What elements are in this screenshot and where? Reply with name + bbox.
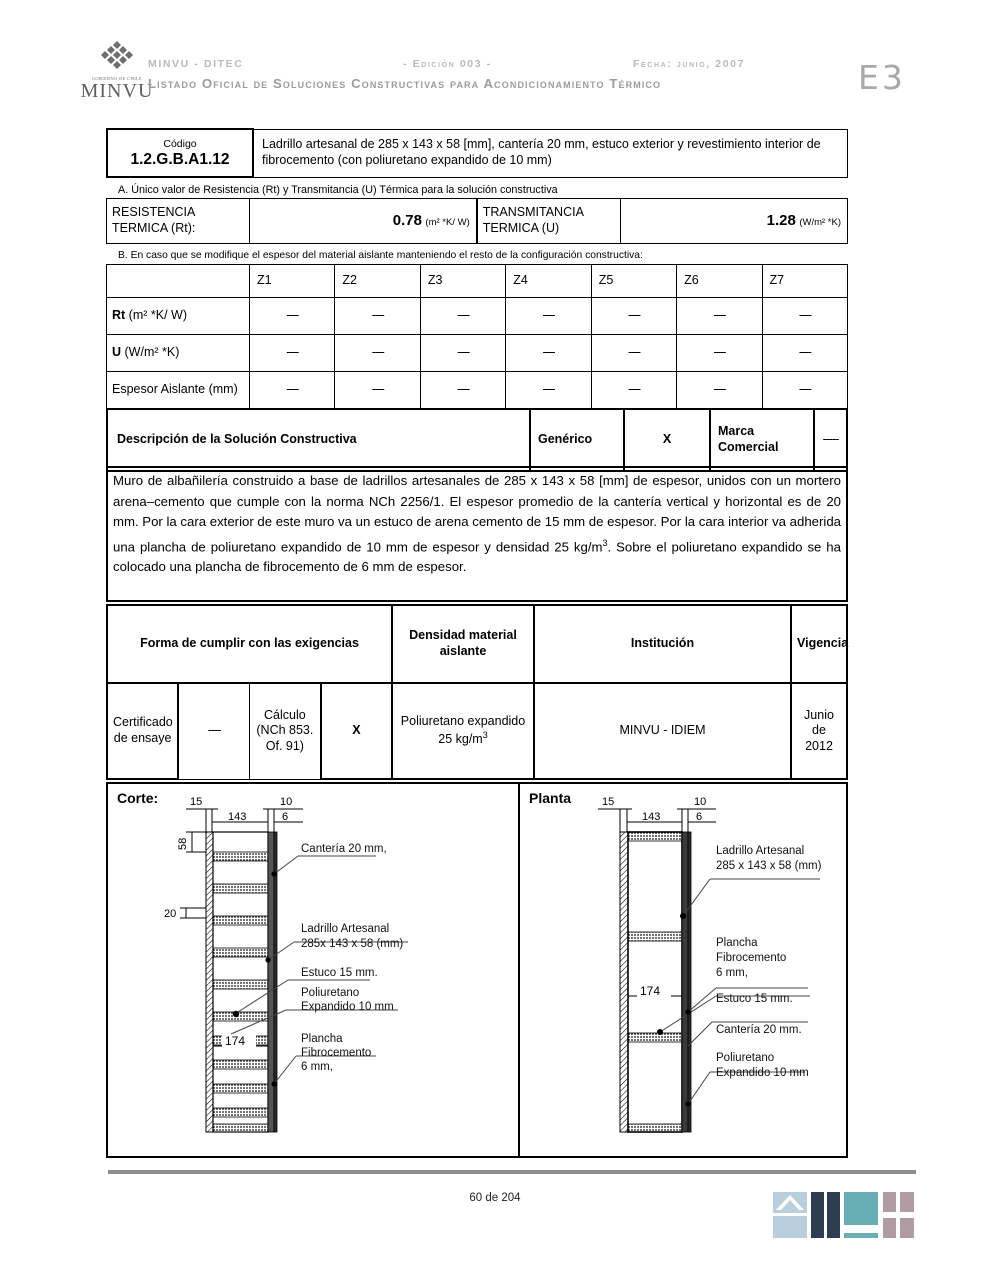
planta-label-estuco: Estuco 15 mm. bbox=[716, 993, 793, 1005]
planta-label-poli-l1: Poliuretano bbox=[716, 1052, 775, 1064]
planta-leader-dot bbox=[685, 1009, 690, 1014]
section-a-table bbox=[106, 198, 848, 244]
zone-header: Z6 bbox=[677, 265, 762, 298]
planta-label-plancha-l1: Plancha bbox=[716, 937, 758, 949]
descripcion-superscript: 3 bbox=[602, 537, 608, 548]
planta-dim-ladrillo: 143 bbox=[642, 811, 661, 823]
zone-header: Z3 bbox=[420, 265, 505, 298]
u-unit: (W/m² *K) bbox=[121, 345, 180, 360]
table-header-row bbox=[107, 265, 848, 298]
data-cell: ---- bbox=[677, 372, 762, 409]
table-header-row bbox=[107, 605, 847, 683]
planta-dim-fibrocemento: 6 bbox=[696, 811, 703, 823]
planta-label-poli-l2: Expandido 10 mm bbox=[716, 1067, 809, 1079]
transmitancia-unit: (W/m² *K) bbox=[799, 216, 841, 228]
row-label-u bbox=[107, 335, 250, 372]
data-cell: ---- bbox=[591, 298, 676, 335]
data-cell: ---- bbox=[250, 335, 335, 372]
page-number: 60 de 204 bbox=[469, 1192, 521, 1204]
corte-label-ladrillo-l1: Ladrillo Artesanal bbox=[301, 923, 390, 935]
corte-label-poli-l1: Poliuretano bbox=[301, 987, 360, 999]
header-densidad: Densidad material aislante bbox=[392, 605, 534, 683]
header-forma-cumplir: Forma de cumplir con las exigencias bbox=[107, 605, 392, 683]
data-cell: ---- bbox=[335, 298, 420, 335]
descripcion-body-tail: . Sobre el poliuretano expandido se ha colocado una plancha de fibrocemento de 6 mm de espesor. bbox=[113, 538, 841, 575]
corte-label-estuco: Estuco 15 mm. bbox=[301, 967, 378, 979]
data-cell: ---- bbox=[762, 335, 847, 372]
planta-leader-dot bbox=[680, 913, 686, 919]
corte-leader-dot bbox=[271, 871, 276, 876]
marca-comercial-label: Marca Comercial bbox=[710, 409, 814, 471]
data-cell: ---- bbox=[506, 372, 591, 409]
table-row bbox=[107, 783, 847, 1157]
densidad-superscript: 3 bbox=[482, 729, 488, 740]
codigo-table bbox=[106, 128, 848, 178]
descripcion-body-table bbox=[106, 466, 848, 602]
section-a-caption: A. Único valor de Resistencia (Rt) y Transmitancia (U) Térmica para la solución constructiva bbox=[118, 184, 558, 196]
corte-label-canteria: Cantería 20 mm, bbox=[301, 843, 387, 855]
drawings-table bbox=[106, 782, 848, 1158]
planta-label-canteria: Cantería 20 mm. bbox=[716, 1024, 802, 1036]
corte-dim-ladrillo: 143 bbox=[228, 811, 247, 823]
table-row bbox=[107, 467, 847, 601]
section-b-table bbox=[106, 264, 848, 409]
table-row bbox=[107, 683, 847, 779]
table-row bbox=[107, 199, 848, 244]
marca-comercial-mark: ----- bbox=[814, 409, 847, 471]
data-cell: ---- bbox=[762, 372, 847, 409]
codigo-cell bbox=[107, 129, 253, 177]
zone-header: Z4 bbox=[506, 265, 591, 298]
header-edition: - Edición 003 - bbox=[403, 58, 492, 70]
planta-dim-total: 174 bbox=[640, 984, 661, 998]
cumplimiento-table bbox=[106, 604, 848, 780]
u-symbol: U bbox=[112, 345, 122, 360]
data-cell: ---- bbox=[420, 298, 505, 335]
corte-dim-fibrocemento: 6 bbox=[282, 811, 289, 823]
vigencia-value: Junio de 2012 bbox=[791, 683, 847, 779]
corte-dim-total: 174 bbox=[225, 1034, 246, 1048]
descripcion-paragraph bbox=[113, 471, 841, 578]
transmitancia-label: TRANSMITANCIA TERMICA (U) bbox=[477, 199, 621, 244]
corte-drawing-cell bbox=[107, 783, 519, 1157]
resistencia-value-cell bbox=[250, 199, 477, 244]
generico-label: Genérico bbox=[530, 409, 624, 471]
corte-title: Corte: bbox=[117, 790, 159, 806]
header-dept: MINVU - DITEC bbox=[148, 58, 244, 70]
corte-label-ladrillo-l2: 285x 143 x 58 (mm) bbox=[301, 938, 404, 950]
corte-leader-dot bbox=[271, 1081, 276, 1086]
page-header bbox=[0, 0, 990, 115]
descripcion-title: Descripción de la Solución Constructiva bbox=[107, 409, 530, 471]
densidad-text: Poliuretano expandido 25 kg/m bbox=[400, 714, 526, 747]
transmitancia-value-cell bbox=[620, 199, 847, 244]
institucion-value: MINVU - IDIEM bbox=[534, 683, 791, 779]
descripcion-body-main: Muro de albañilería construido a base de ladrillos artesanales de 285 x 143 x 58 [mm] de espesor, unidos con un mortero arena–cemento que cumple con la norma NCh 2256/1. El espesor promedio de la cantería vertical y horizontal es de 20 mm. Por la cara exterior de este muro va un estuco de arena cemento de 15 mm de espesor. Por la cara interior va adherida una plancha de poliuretano expandido de 10 mm de espesor y densidad 25 kg/m bbox=[113, 473, 841, 554]
corte-label-plancha-l1: Plancha bbox=[301, 1033, 343, 1045]
data-cell: ---- bbox=[420, 335, 505, 372]
sheet-code: E3 bbox=[858, 58, 906, 97]
data-cell: ---- bbox=[335, 335, 420, 372]
header-meta-line bbox=[148, 58, 848, 72]
resistencia-label: RESISTENCIA TERMICA (Rt): bbox=[107, 199, 250, 244]
planta-label-ladrillo-l2: 285 x 143 x 58 (mm) bbox=[716, 860, 822, 872]
codigo-label: Código bbox=[163, 137, 197, 150]
footer-divider bbox=[108, 1170, 916, 1174]
planta-drawing bbox=[520, 784, 846, 1156]
table-row bbox=[107, 372, 848, 409]
codigo-description: Ladrillo artesanal de 285 x 143 x 58 [mm], cantería 20 mm, estuco exterior y revestimiento interior de fibrocemento (con poliuretano expandido de 10 mm) bbox=[253, 129, 848, 177]
corte-label-plancha-l2: Fibrocemento bbox=[301, 1047, 372, 1059]
row-label-rt bbox=[107, 298, 250, 335]
descripcion-header-table bbox=[106, 408, 848, 472]
planta-label-plancha-l3: 6 mm, bbox=[716, 967, 748, 979]
table-row bbox=[107, 335, 848, 372]
data-cell: ---- bbox=[335, 372, 420, 409]
corte-leader-dot bbox=[265, 957, 270, 962]
b-corner-cell bbox=[107, 265, 250, 298]
data-cell: ---- bbox=[250, 372, 335, 409]
rt-symbol: Rt bbox=[112, 308, 126, 323]
row-label-espesor: Espesor Aislante (mm) bbox=[107, 372, 250, 409]
header-title: Listado Oficial de Soluciones Constructivas para Acondicionamiento Térmico bbox=[148, 76, 662, 91]
table-row bbox=[107, 298, 848, 335]
gobierno-de-chile-emblem-icon bbox=[90, 40, 144, 74]
footer-logo bbox=[773, 1192, 915, 1242]
corte-label-poli-l2: Expandido 10 mm bbox=[301, 1001, 394, 1013]
zone-header: Z5 bbox=[591, 265, 676, 298]
data-cell: ---- bbox=[506, 298, 591, 335]
table-row bbox=[107, 409, 847, 471]
transmitancia-value: 1.28 bbox=[766, 211, 796, 229]
data-cell: ---- bbox=[506, 335, 591, 372]
descripcion-body-cell bbox=[107, 467, 847, 601]
header-institucion: Institución bbox=[534, 605, 791, 683]
planta-label-ladrillo-l1: Ladrillo Artesanal bbox=[716, 845, 805, 857]
planta-label-plancha-l2: Fibrocemento bbox=[716, 952, 787, 964]
section-b-caption: B. En caso que se modifique el espesor del material aislante manteniendo el resto de la configuración constructiva: bbox=[118, 250, 643, 261]
planta-dim-estuco: 15 bbox=[602, 796, 615, 808]
data-cell: ---- bbox=[762, 298, 847, 335]
planta-leader-dot bbox=[685, 1101, 690, 1106]
data-cell: ---- bbox=[250, 298, 335, 335]
calculo-mark: X bbox=[321, 683, 392, 779]
logo-gobierno-text: GOBIERNO DE CHILE bbox=[91, 76, 143, 81]
certificado-label: Certificado de ensaye bbox=[107, 683, 178, 779]
planta-leader-dot bbox=[657, 1029, 663, 1035]
zone-header: Z1 bbox=[250, 265, 335, 298]
planta-title: Planta bbox=[529, 790, 572, 806]
table-row bbox=[107, 129, 848, 177]
logo-minvu-text: MINVU bbox=[80, 80, 154, 102]
calculo-label: Cálculo (NCh 853. Of. 91) bbox=[250, 683, 321, 779]
data-cell: ---- bbox=[677, 298, 762, 335]
corte-leader-dot bbox=[233, 1011, 239, 1017]
corte-drawing bbox=[108, 784, 518, 1156]
generico-checkbox-mark: X bbox=[624, 409, 710, 471]
codigo-value: 1.2.G.B.A1.12 bbox=[130, 150, 230, 168]
rt-unit: (m² *K/ W) bbox=[125, 308, 187, 323]
corte-dim-estuco: 15 bbox=[190, 796, 203, 808]
header-date: Fecha: junio, 2007 bbox=[633, 58, 746, 70]
data-cell: ---- bbox=[677, 335, 762, 372]
corte-dim-canteria: 20 bbox=[164, 908, 177, 920]
corte-dim-alto-ladrillo: 58 bbox=[177, 837, 189, 850]
densidad-value bbox=[392, 683, 534, 779]
data-cell: ---- bbox=[420, 372, 505, 409]
corte-dim-poliuretano: 10 bbox=[280, 796, 293, 808]
header-vigencia: Vigencia bbox=[791, 605, 847, 683]
resistencia-unit: (m² *K/ W) bbox=[425, 216, 470, 228]
zone-header: Z7 bbox=[762, 265, 847, 298]
planta-drawing-cell bbox=[519, 783, 847, 1157]
certificado-mark: ---- bbox=[178, 683, 249, 779]
data-cell: ---- bbox=[591, 335, 676, 372]
zone-header: Z2 bbox=[335, 265, 420, 298]
data-cell: ---- bbox=[591, 372, 676, 409]
resistencia-value: 0.78 bbox=[392, 211, 422, 229]
planta-dim-poliuretano: 10 bbox=[694, 796, 707, 808]
corte-label-plancha-l3: 6 mm, bbox=[301, 1061, 333, 1073]
